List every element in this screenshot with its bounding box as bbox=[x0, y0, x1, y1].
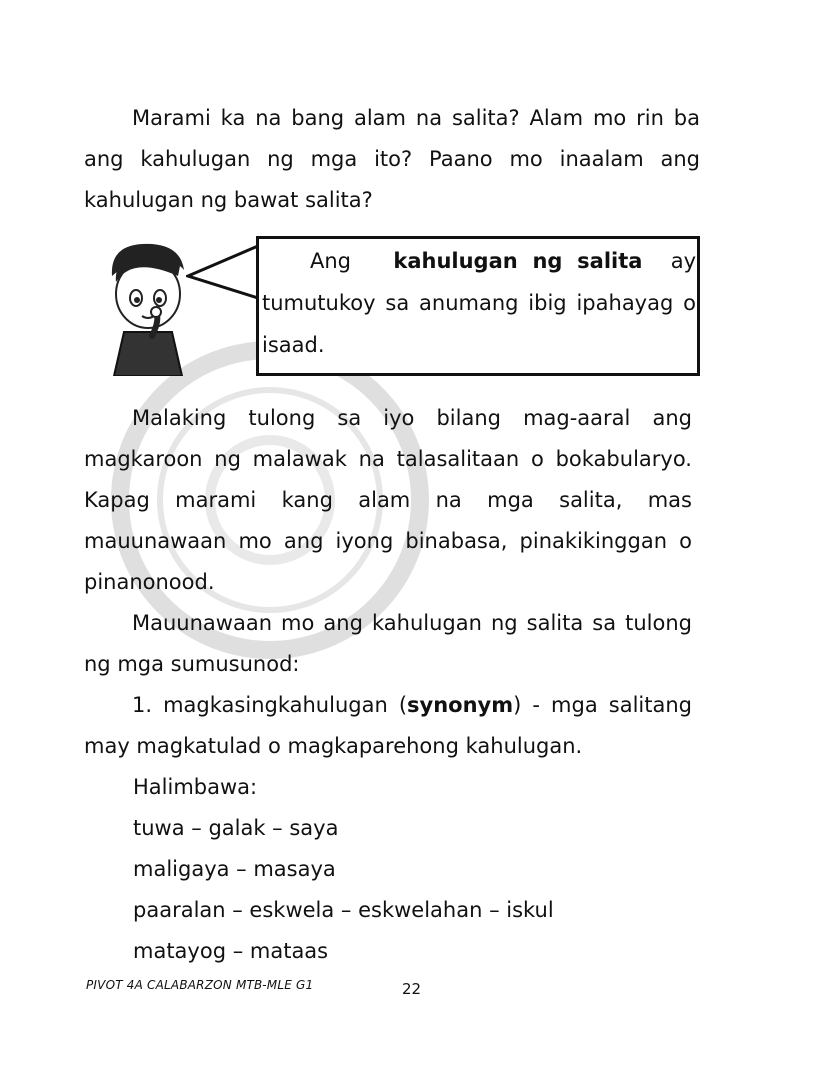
example-item: maligaya – masaya bbox=[133, 857, 336, 881]
intro-paragraph: Marami ka na bang alam na salita? Alam mo rin ba ang kahulugan ng mga ito? Paano mo inaalam ang kahulugan ng bawat salita? bbox=[84, 106, 700, 212]
intro-list-paragraph: Mauunawaan mo ang kahulugan ng salita sa tulong ng mga sumusunod: bbox=[84, 611, 692, 676]
synonym-rest: ) - mga salitang may magkatulad o magkaparehong kahulugan. bbox=[84, 693, 692, 758]
speech-bubble-tail bbox=[186, 238, 260, 308]
footer-source: PIVOT 4A CALABARZON MTB-MLE G1 bbox=[86, 978, 314, 992]
synonym-term: synonym bbox=[407, 693, 514, 717]
definition-text bbox=[262, 240, 696, 366]
synonym-lead: 1. magkasingkahulugan ( bbox=[132, 693, 408, 717]
definition-rest: ay tumutukoy sa anumang ibig ipahayag o isaad. bbox=[262, 249, 696, 357]
example-label: Halimbawa: bbox=[133, 775, 258, 799]
definition-term: kahulugan ng salita bbox=[393, 249, 643, 273]
example-item: tuwa – galak – saya bbox=[133, 816, 339, 840]
synonym-item bbox=[84, 685, 692, 767]
example-item: paaralan – eskwela – eskwelahan – iskul bbox=[133, 898, 554, 922]
example-item: matayog – mataas bbox=[133, 939, 329, 963]
thinking-boy-icon bbox=[102, 236, 192, 376]
vocabulary-paragraph: Malaking tulong sa iyo bilang mag-aaral ang magkaroon ng malawak na talasalitaan o bokabularyo. Kapag marami kang alam na mga salita, mas mauunawaan mo ang iyong binabasa, pinakikinggan o pinanonood. bbox=[84, 406, 692, 594]
page-number: 22 bbox=[402, 980, 422, 998]
definition-lead: Ang bbox=[310, 249, 352, 273]
